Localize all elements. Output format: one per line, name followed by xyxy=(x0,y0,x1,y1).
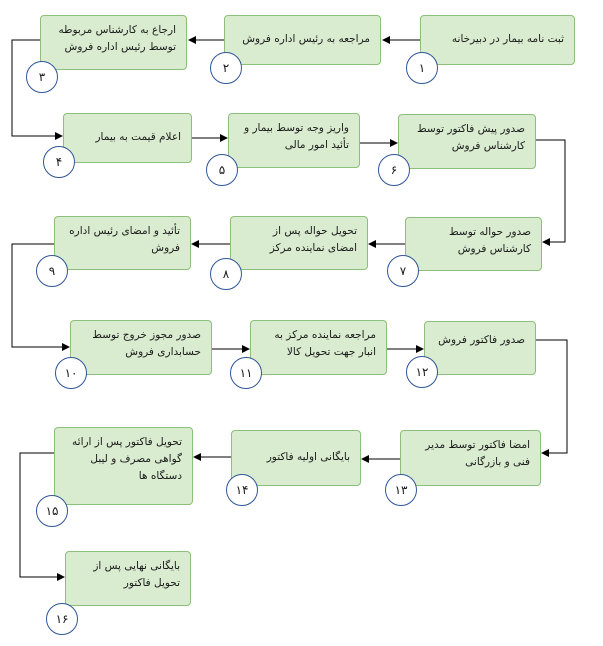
step-box-6 xyxy=(398,114,536,169)
step-number-6: ۶ xyxy=(378,154,410,186)
step-box-4 xyxy=(63,113,192,163)
step-text-5: واریز وجه توسط بیمار و تأئید امور مالی xyxy=(244,122,349,151)
step-number-7: ۷ xyxy=(387,255,419,287)
step-number-11: ۱۱ xyxy=(230,357,262,389)
step-number-1: ۱ xyxy=(406,52,438,84)
step-text-4: اعلام قیمت به بیمار xyxy=(95,131,181,143)
step-text-13: امضا فاکتور توسط مدیر فنی و بازرگانی xyxy=(425,439,530,468)
step-text-14: بایگانی اولیه فاکتور xyxy=(266,451,350,463)
step-text-15: تحویل فاکتور پس از ارائه گواهی مصرف و لیبل دستگاه ها xyxy=(72,436,182,482)
step-box-11 xyxy=(250,320,387,375)
step-box-9 xyxy=(54,216,191,270)
step-text-1: ثبت نامه بیمار در دبیرخانه xyxy=(451,33,564,45)
step-number-5: ۵ xyxy=(206,154,238,186)
step-text-3: ارجاع به کارشناس مربوطه توسط رئیس اداره فروش xyxy=(58,24,176,53)
step-text-9: تأئید و امضای رئیس اداره فروش xyxy=(69,225,180,254)
step-text-7: صدور حواله توسط کارشناس فروش xyxy=(448,226,531,255)
step-number-4: ۴ xyxy=(43,146,75,178)
step-text-16: بایگانی نهایی پس از تحویل فاکتور xyxy=(93,560,180,589)
step-box-10 xyxy=(70,320,212,375)
step-box-15 xyxy=(54,427,193,505)
step-number-3: ۳ xyxy=(26,61,58,93)
step-number-12: ۱۲ xyxy=(406,356,438,388)
step-box-3 xyxy=(40,15,187,70)
step-number-10: ۱۰ xyxy=(55,357,87,389)
step-box-2 xyxy=(224,15,381,65)
step-box-5 xyxy=(228,113,360,168)
step-number-16: ۱۶ xyxy=(46,603,78,635)
step-box-8 xyxy=(230,216,368,270)
step-number-9: ۹ xyxy=(36,255,68,287)
step-text-6: صدور پیش فاکتور توسط کارشناس فروش xyxy=(416,123,525,152)
step-number-13: ۱۳ xyxy=(385,474,417,506)
step-text-11: مراجعه نماینده مرکز به انبار جهت تحویل کالا xyxy=(274,329,376,358)
step-text-12: صدور فاکتور فروش xyxy=(438,334,525,346)
step-box-12 xyxy=(424,321,536,375)
step-box-1 xyxy=(420,15,575,65)
step-text-10: صدور مجوز خروج توسط حسابداری فروش xyxy=(92,329,201,358)
step-box-16 xyxy=(65,551,191,606)
step-box-7 xyxy=(405,217,542,271)
step-number-15: ۱۵ xyxy=(36,495,68,527)
step-box-13 xyxy=(400,430,541,486)
step-number-2: ۲ xyxy=(210,52,242,84)
step-number-14: ۱۴ xyxy=(226,474,258,506)
step-text-8: تحویل حواله پس از امضای نماینده مرکز xyxy=(269,225,357,254)
step-text-2: مراجعه به رئیس اداره فروش xyxy=(242,33,370,45)
step-number-8: ۸ xyxy=(210,258,242,290)
